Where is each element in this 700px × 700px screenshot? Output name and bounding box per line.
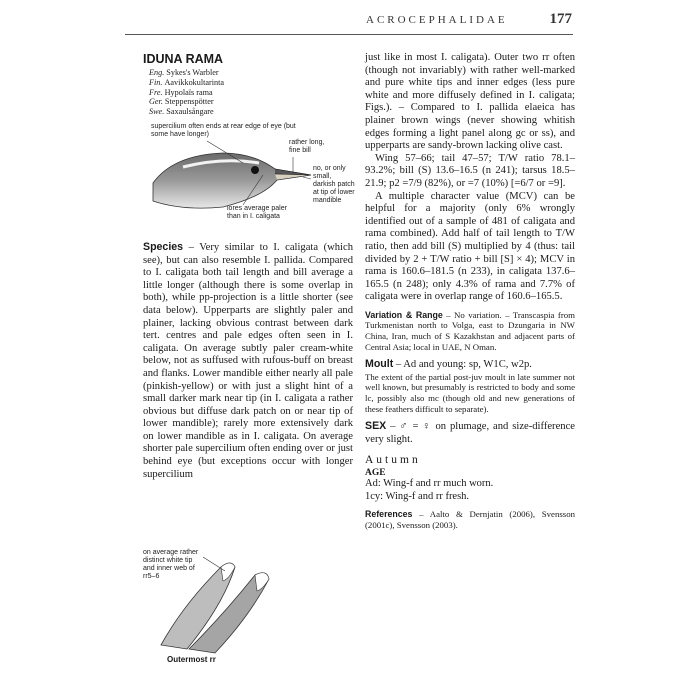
references-body: – Aalto & Dernjatin (2006), Svensson (2001c), Svensson (2003).	[365, 509, 575, 530]
feather-drawing	[143, 545, 293, 655]
vernacular-names	[149, 68, 353, 117]
references-paragraph	[365, 509, 575, 530]
moult-heading: Moult	[365, 358, 394, 371]
species-title: IDUNA RAMA	[143, 52, 224, 66]
label-supercilium: supercilium often ends at rear edge of eye (but some have longer)	[151, 122, 296, 138]
species-heading: Species	[143, 240, 184, 253]
age-adult: Ad: Wing-f and rr much worn.	[365, 478, 494, 490]
paragraph-mcv: A multiple character value (MCV) can be helpful for a majority (only 6% wrongly identified out of a sample of 481 of caligata and rama combined). Add half of tail length to T/W ratio, then add bill (S) multiplied by 4 (thus: tail divided by 2 + T/W ratio + bill [S] × 4); MCV in rama is 160.6–181.5 (n 233), in caligata 137.6–165.5 (n 248); only 4.3% of rama and 7.7% of caligata were in overlap range of 160.6–165.5.	[365, 190, 575, 303]
running-header	[366, 11, 572, 32]
name-eng: Eng. Sykes's Warbler	[149, 68, 219, 77]
bird-head-illustration	[143, 123, 353, 241]
sex-heading: SEX	[365, 420, 387, 433]
species-body: – Very similar to I. caligata (which see), but can also resemble I. pallida. Compared to I. caligata both tail length and bill average a little longer (although there is some overlap in both), while pp-projection is a little shorter (see data below). Upperparts are slightly paler and plainer, lacking obvious contrast between dark tert. centres and pale edges often seen in I. caligata. On average subtly paler cream-white below, not as suffused with rufous-buff on breast and flanks. Lower mandible either nearly all pale (pinkish-yellow) or with just a slight hint of a small darker mark near tip (in I. caligata a rather obvious but diffuse dark patch on or near tip of lower mandible); rarely more extensively dark on lower mandible as in I. caligata. On average shorter pale supercilium often ending over or just behind eye (but exceptions occur with longer supercilium	[143, 241, 353, 480]
name-ger: Ger. Steppenspötter	[149, 97, 214, 107]
bird-head-drawing	[143, 123, 353, 241]
moult-paragraph	[365, 358, 575, 372]
running-title: ACROCEPHALIDAE	[366, 14, 508, 26]
feather-illustration	[143, 545, 293, 665]
name-fre: Fre. Hypolaïs rama	[149, 87, 213, 97]
sex-paragraph	[365, 420, 575, 446]
variation-heading: Variation & Range	[365, 309, 443, 320]
label-bill: rather long, fine bill	[289, 138, 325, 154]
moult-body: – Ad and young: sp, W1C, w2p.	[393, 359, 532, 371]
right-column	[365, 52, 575, 531]
header-rule	[125, 34, 573, 35]
name-fin: Fin. Aavikkokultarinta	[149, 77, 225, 87]
page-number: 177	[549, 11, 572, 27]
references-heading: References	[365, 509, 413, 520]
left-column	[143, 52, 353, 481]
age-heading: AGE	[365, 468, 386, 479]
moult-details: The extent of the partial post-juv moult in late summer not well known, but presumably is restricted to body and some lc, possibly also mc (though old and new generations of these feathers difficult to separate).	[365, 371, 575, 414]
label-lores: lores average paler than in I. caligata	[227, 204, 287, 220]
variation-body: – No variation. – Transcaspia from Turkmenistan north to Volga, east to Dzungaria in NW China, Iran, much of S Kazakhstan and adjacent parts of Central Asia; local in UAE, N Oman.	[365, 309, 575, 352]
label-patch: no, or only small, darkish patch at tip of lower mandible	[313, 164, 355, 204]
label-feather-tip: on average rather distinct white tip and inner web of rr5–6	[143, 549, 199, 580]
sex-body: – ♂ = ♀ on plumage, and size-difference very slight.	[365, 421, 575, 445]
variation-range-paragraph	[365, 310, 575, 352]
age-first-cy: 1cy: Wing-f and rr fresh.	[365, 490, 470, 502]
feather-caption: Outermost rr	[167, 655, 216, 664]
paragraph-continued: just like in most I. caligata). Outer two rr often (though not invariably) with rather well-marked and pure white tips and inner edges (less pure white and more diffusely defined in I. caligata; Figs.). – Compared to I. pallida elaeica has plainer brown wings (never showing whitish edges forming a light panel along gc or ss), and upperparts are sandy-brown lacking olive cast.	[365, 52, 575, 152]
paragraph-measurements: Wing 57–66; tail 47–57; T/W ratio 78.1–93.2%; bill (S) 13.6–16.5 (n 241); tarsus 18.5–21.9; p2 =7/9 (82%), or =7 (10%) [=6/7 or =9].	[365, 152, 575, 189]
species-paragraph	[143, 241, 353, 481]
name-swe: Swe. Saxaulsångare	[149, 107, 214, 117]
season-heading-autumn: Autumn	[365, 454, 421, 467]
